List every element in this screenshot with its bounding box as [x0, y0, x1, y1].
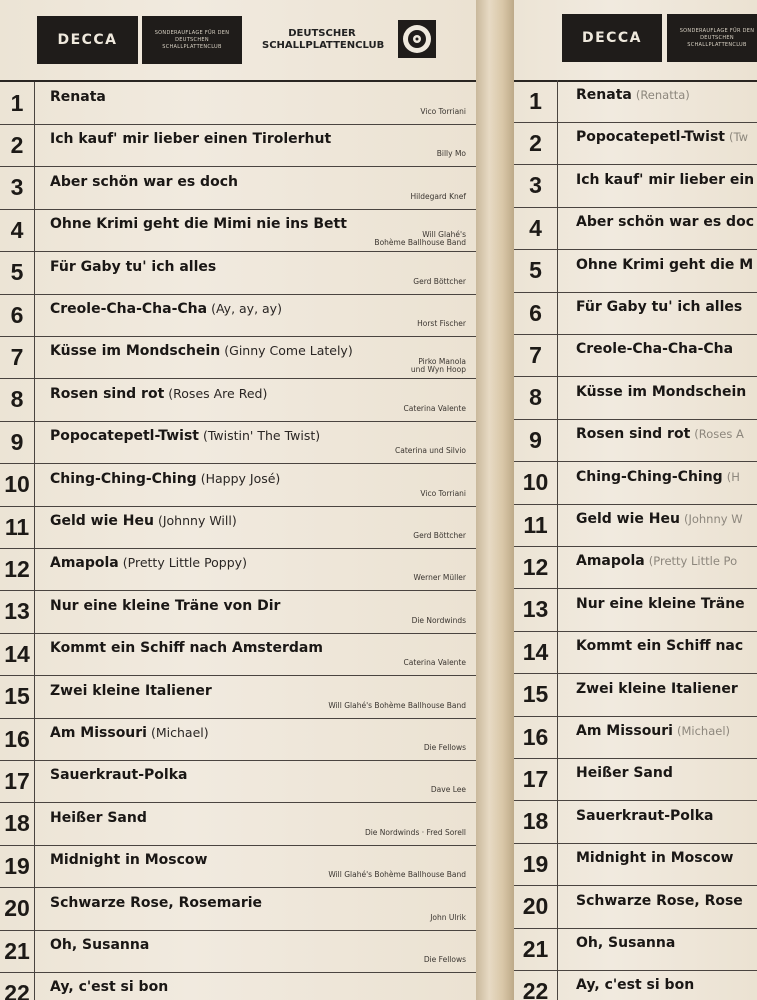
chart-row [0, 888, 476, 931]
artist-credit [328, 871, 466, 879]
artist-name-line2: und Wyn Hoop [410, 365, 466, 375]
original-title: (Pretty Little Poppy) [122, 555, 247, 571]
song-title-text: Midnight in Moscow [576, 850, 734, 867]
rank-number: 9 [514, 419, 558, 461]
song-title-text: Sauerkraut-Polka [576, 807, 714, 824]
song-title-text: Küsse im Mondschein [576, 383, 747, 400]
rank-number: 14 [0, 633, 35, 675]
song-title-text: Zwei kleine Italiener [50, 682, 212, 699]
chart-row [0, 972, 476, 1000]
chart-row [0, 464, 476, 507]
artist-name: Die Fellows [423, 743, 466, 752]
song-title-text: Oh, Susanna [576, 935, 676, 951]
song-title-text: Aber schön war es doch [50, 173, 238, 190]
song-title [576, 341, 733, 357]
artist-name: Vico Torriani [420, 488, 466, 498]
rank-number: 16 [0, 718, 35, 760]
record-disc-icon [398, 20, 436, 58]
rank-number: 20 [514, 886, 558, 928]
chart-row [514, 631, 757, 674]
song-title [50, 852, 207, 868]
chart-row [0, 506, 476, 549]
rank-number: 18 [0, 803, 35, 845]
artist-credit [365, 829, 466, 837]
rank-number: 5 [0, 252, 35, 294]
song-title [576, 723, 730, 739]
chart-header-right [514, 0, 757, 82]
song-title [50, 513, 237, 529]
rank-number: 19 [0, 845, 35, 887]
rank-number: 14 [514, 631, 558, 673]
song-title-text: Renata [576, 87, 632, 103]
song-title [576, 511, 743, 527]
brand-text: DECCA [581, 30, 643, 46]
song-title [50, 767, 187, 783]
chart-row [514, 758, 757, 801]
rank-number: 21 [514, 928, 558, 970]
rank-number: 15 [0, 676, 35, 718]
artist-name: Hildegard Knef [410, 191, 466, 201]
rank-number: 2 [514, 122, 558, 164]
artist-name: Will Glahé's Bohème Ballhouse Band [328, 870, 466, 880]
song-title-text: Küsse im Mondschein [50, 343, 221, 360]
song-title-text: Renata [50, 89, 106, 105]
song-title-text: Amapola [50, 555, 119, 572]
chart-row [514, 589, 757, 632]
artist-credit [395, 447, 466, 455]
original-title: (H [726, 469, 740, 484]
chart-row [514, 928, 757, 971]
artist-credit [424, 744, 466, 752]
song-title-text: Ay, c'est si bon [576, 977, 695, 994]
song-title-text: Am Missouri [50, 725, 147, 741]
song-title-text: Ching-Ching-Ching [50, 470, 197, 487]
song-title [50, 895, 262, 911]
artist-credit [430, 914, 466, 922]
song-title [576, 257, 753, 273]
rank-number: 15 [514, 674, 558, 716]
song-title [576, 596, 745, 612]
rank-number: 19 [514, 843, 558, 885]
song-title-text: Midnight in Moscow [50, 852, 208, 869]
song-title-text: Nur eine kleine Träne von Dir [50, 597, 281, 614]
artist-credit [413, 532, 466, 540]
artist-credit [410, 193, 466, 201]
artist-credit [420, 108, 466, 116]
decca-logo [37, 16, 138, 64]
rank-number: 20 [0, 888, 35, 930]
chart-row [514, 165, 757, 208]
song-title [50, 259, 216, 275]
song-title-text: Ching-Ching-Ching [576, 468, 723, 485]
song-title-text: Geld wie Heu [576, 511, 680, 527]
artist-credit [404, 405, 466, 413]
song-title-text: Amapola [576, 553, 645, 570]
chart-row [0, 633, 476, 676]
artist-credit [431, 786, 466, 794]
original-title: (Michael) [676, 724, 731, 738]
rank-number: 12 [514, 546, 558, 588]
supplement-line: SONDERAUFLAGE FÜR DEN [679, 27, 755, 34]
rank-number: 22 [0, 972, 35, 1000]
song-title-text: Für Gaby tu' ich alles [576, 299, 743, 315]
song-title-text: Geld wie Heu [50, 513, 154, 529]
original-title: (Pretty Little Po [648, 554, 738, 569]
song-title-text: Rosen sind rot [576, 426, 691, 443]
rank-number: 13 [514, 589, 558, 631]
song-title [50, 683, 212, 699]
rank-number: 11 [514, 504, 558, 546]
rank-number: 9 [0, 421, 35, 463]
artist-name: Will Glahé's [422, 230, 466, 240]
chart-row [514, 250, 757, 293]
rank-number: 8 [0, 379, 35, 421]
supplement-line: DEUTSCHEN [700, 34, 734, 41]
artist-credit [413, 278, 466, 286]
chart-row [514, 843, 757, 886]
song-title-text: Heißer Sand [576, 765, 673, 782]
original-title: (Tw [728, 130, 748, 145]
song-title [576, 850, 733, 866]
chart-row [0, 336, 476, 379]
chart-row [0, 845, 476, 888]
song-title [576, 299, 742, 315]
artist-name: Caterina Valente [403, 403, 466, 413]
rank-number: 8 [514, 377, 558, 419]
original-title: (Roses A [694, 427, 744, 442]
song-title-text: Kommt ein Schiff nac [576, 638, 744, 655]
song-title-text: Schwarze Rose, Rosemarie [50, 894, 263, 911]
song-title [576, 681, 738, 697]
song-title [576, 426, 744, 442]
rank-number: 11 [0, 506, 35, 548]
artist-credit [420, 490, 466, 498]
artist-name: Werner Müller [413, 573, 466, 583]
rank-number: 6 [514, 292, 558, 334]
song-title [50, 131, 331, 147]
rank-number: 5 [514, 250, 558, 292]
artist-name: Die Nordwinds [411, 615, 466, 625]
artist-credit [437, 150, 466, 158]
song-title [50, 640, 323, 656]
artist-credit [411, 358, 466, 374]
page-gap [476, 0, 514, 1000]
song-title [576, 129, 748, 145]
original-title: (Ginny Come Lately) [224, 343, 353, 359]
rank-number: 6 [0, 294, 35, 336]
chart-row [514, 207, 757, 250]
song-title-text: Kommt ein Schiff nach Amsterdam [50, 640, 323, 657]
chart-row [0, 930, 476, 973]
song-title-text: Creole-Cha-Cha-Cha [50, 301, 208, 317]
original-title: (Johnny Will) [157, 513, 237, 528]
chart-header [0, 0, 476, 82]
supplement-label [667, 14, 757, 62]
rank-number: 7 [514, 334, 558, 376]
song-title [576, 469, 740, 485]
song-title [50, 89, 106, 105]
song-title [576, 893, 743, 909]
chart-row [514, 292, 757, 335]
rank-number: 1 [514, 80, 558, 122]
song-title [576, 977, 694, 993]
club-line: SCHALLPLATTENCLUB [262, 40, 385, 51]
chart-row [0, 82, 476, 125]
artist-credit [404, 659, 466, 667]
rank-number: 12 [0, 548, 35, 590]
original-title: (Roses Are Red) [168, 385, 268, 401]
song-title [576, 384, 746, 400]
rank-number: 3 [0, 167, 35, 209]
song-title-text: Am Missouri [576, 723, 673, 739]
song-title [50, 555, 247, 571]
artist-credit [424, 956, 466, 964]
rank-number: 1 [0, 82, 35, 124]
rank-number: 7 [0, 336, 35, 378]
song-title-text: Popocatepetl-Twist [576, 129, 725, 146]
chart-row [0, 124, 476, 167]
original-title: (Johnny W [683, 512, 743, 526]
rank-number: 2 [0, 124, 35, 166]
supplement-line: SCHALLPLATTENCLUB [162, 43, 222, 50]
artist-name: Vico Torriani [420, 107, 466, 116]
song-title [576, 935, 675, 951]
song-title [50, 937, 149, 953]
song-title [50, 979, 168, 995]
chart-row [0, 294, 476, 337]
artist-name: Gerd Böttcher [413, 531, 466, 540]
rank-number: 16 [514, 716, 558, 758]
song-title-text: Nur eine kleine Träne [576, 595, 745, 612]
chart-row [514, 801, 757, 844]
rank-number: 13 [0, 591, 35, 633]
chart-row [0, 209, 476, 252]
chart-row [514, 462, 757, 505]
chart-row [514, 80, 757, 123]
rank-number: 18 [514, 801, 558, 843]
chart-row [0, 548, 476, 591]
song-title-text: Ohne Krimi geht die M [576, 256, 754, 273]
brand-text: DECCA [57, 32, 118, 48]
chart-row [514, 886, 757, 929]
supplement-line: DEUTSCHEN [175, 36, 209, 43]
song-title-text: Ich kauf' mir lieber ein [576, 171, 755, 188]
artist-name: Die Nordwinds · Fred Sorell [364, 827, 466, 837]
chart-row [0, 252, 476, 295]
original-title: (Happy José) [200, 470, 281, 486]
rank-number: 21 [0, 930, 35, 972]
artist-credit [414, 574, 466, 582]
song-title-text: Ohne Krimi geht die Mimi nie ins Bett [50, 216, 347, 233]
supplement-line: SONDERAUFLAGE FÜR DEN [154, 29, 230, 36]
artist-name: Gerd Böttcher [413, 276, 466, 286]
chart-row [514, 970, 757, 1000]
chart-row [0, 676, 476, 719]
chart-row [0, 803, 476, 846]
song-title [576, 87, 690, 103]
right-chart-sheet [514, 0, 757, 1000]
chart-row [514, 504, 757, 547]
artist-credit [417, 320, 466, 328]
artist-credit [412, 617, 466, 625]
supplement-line: SCHALLPLATTENCLUB [687, 41, 747, 48]
original-title: (Ay, ay, ay) [211, 301, 282, 316]
artist-name: Pirko Manola [418, 357, 466, 367]
artist-name: Caterina Valente [403, 658, 466, 668]
song-title [50, 301, 282, 317]
chart-row [0, 718, 476, 761]
artist-name: Die Fellows [423, 955, 466, 964]
chart-row [0, 591, 476, 634]
chart-row [514, 419, 757, 462]
artist-credit [374, 231, 466, 247]
song-title-text: Ich kauf' mir lieber einen Tirolerhut [50, 131, 332, 148]
song-title-text: Popocatepetl-Twist [50, 428, 199, 445]
chart-row [514, 546, 757, 589]
rank-number: 3 [514, 165, 558, 207]
song-title-text: Oh, Susanna [50, 937, 150, 953]
original-title: (Renatta) [635, 88, 690, 102]
original-title: (Michael) [150, 725, 209, 740]
rank-number: 17 [514, 758, 558, 800]
song-title-text: Für Gaby tu' ich alles [50, 258, 217, 275]
chart-row [514, 674, 757, 717]
song-title-text: Sauerkraut-Polka [50, 767, 188, 784]
rank-number: 4 [514, 207, 558, 249]
chart-row [514, 122, 757, 165]
song-title [576, 808, 713, 824]
artist-name: Will Glahé's Bohème Ballhouse Band [328, 700, 466, 710]
song-title [576, 172, 754, 188]
chart-row [0, 379, 476, 422]
song-title [576, 638, 743, 654]
artist-credit [328, 702, 466, 710]
chart-row [514, 716, 757, 759]
chart-row [0, 760, 476, 803]
artist-name: John Ulrik [430, 912, 466, 922]
song-title-text: Heißer Sand [50, 809, 147, 826]
song-title [576, 553, 737, 569]
chart-row [514, 377, 757, 420]
artist-name-line2: Bohème Ballhouse Band [374, 238, 466, 248]
rank-number: 10 [514, 462, 558, 504]
song-title [50, 343, 353, 359]
song-title [50, 174, 238, 190]
decca-logo [562, 14, 662, 62]
chart-row [0, 421, 476, 464]
song-title [576, 765, 673, 781]
song-title-text: Schwarze Rose, Rose [576, 892, 743, 909]
artist-name: Dave Lee [430, 785, 466, 795]
club-line: DEUTSCHER [288, 28, 356, 39]
artist-name: Horst Fischer [417, 319, 466, 328]
artist-name: Caterina und Silvio [395, 446, 466, 456]
chart-row [514, 334, 757, 377]
artist-name: Billy Mo [436, 149, 466, 159]
song-title [50, 386, 267, 402]
song-title [50, 471, 280, 487]
song-title-text: Rosen sind rot [50, 385, 165, 402]
original-title: (Twistin' The Twist) [202, 428, 321, 444]
song-title [50, 725, 209, 741]
song-title [50, 216, 347, 232]
rank-number: 22 [514, 970, 558, 1000]
song-title [50, 428, 320, 444]
rank-number: 10 [0, 464, 35, 506]
song-title-text: Ay, c'est si bon [50, 979, 169, 996]
song-title [50, 598, 280, 614]
song-title [576, 214, 754, 230]
supplement-label [142, 16, 242, 64]
song-title-text: Aber schön war es doc [576, 214, 754, 231]
chart-row [0, 167, 476, 210]
rank-number: 4 [0, 209, 35, 251]
club-name [262, 28, 385, 52]
song-title [50, 810, 147, 826]
song-title-text: Zwei kleine Italiener [576, 680, 738, 697]
rank-number: 17 [0, 760, 35, 802]
song-title-text: Creole-Cha-Cha-Cha [576, 341, 734, 358]
